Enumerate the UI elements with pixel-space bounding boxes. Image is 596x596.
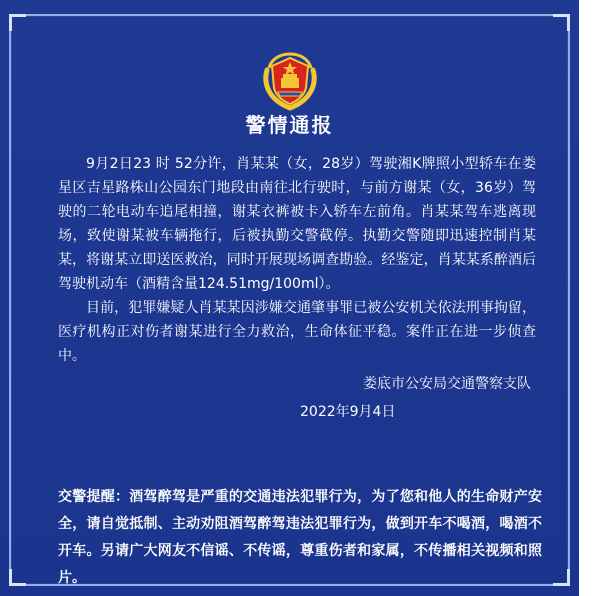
- traffic-tips: 交警提醒：酒驾醉驾是严重的交通违法犯罪行为，为了您和他人的生命财产安全，请自觉抵制、主动劝阻酒驾醉驾违法犯罪行为，做到开车不喝酒，喝酒不开车。另请广大网友不信谣、不传谣，尊重伤者和家属，不传播相关视频和照片。: [58, 489, 542, 586]
- frame-corner: [553, 14, 570, 31]
- image-edge: [579, 0, 596, 596]
- notice-body: [58, 152, 536, 368]
- issue-date: 2022年9月4日: [300, 404, 396, 420]
- page-title: 警情通报: [245, 113, 334, 137]
- frame-corner: [9, 569, 26, 586]
- notice-paragraph: 9月2日23 时 52分许，肖某某（女，28岁）驾驶湘K牌照小型轿车在娄星区吉星路株山公园东门地段由南往北行驶时，与前方谢某（女，36岁）驾驶的二轮电动车追尾相撞，谢某衣裤被卡入轿车左前角。肖某某驾车逃离现场，致使谢某被车辆拖行，后被执勤交警截停。执勤交警随即迅速控制肖某某，将谢某立即送医救治，同时开展现场调查勘验。经鉴定，肖某某系醉酒后驾驶机动车（酒精含量124.51mg/100ml）。: [58, 156, 536, 292]
- notice-paragraph: 目前，犯罪嫌疑人肖某某因涉嫌交通肇事罪已被公安机关依法刑事拘留，医疗机构正对伤者谢某进行全力救治，生命体征平稳。案件正在进一步侦查中。: [58, 300, 536, 364]
- police-emblem-icon: [259, 48, 321, 112]
- issuer: 娄底市公安局交通警察支队: [363, 376, 531, 392]
- frame-corner: [9, 14, 26, 31]
- frame-corner: [553, 569, 570, 586]
